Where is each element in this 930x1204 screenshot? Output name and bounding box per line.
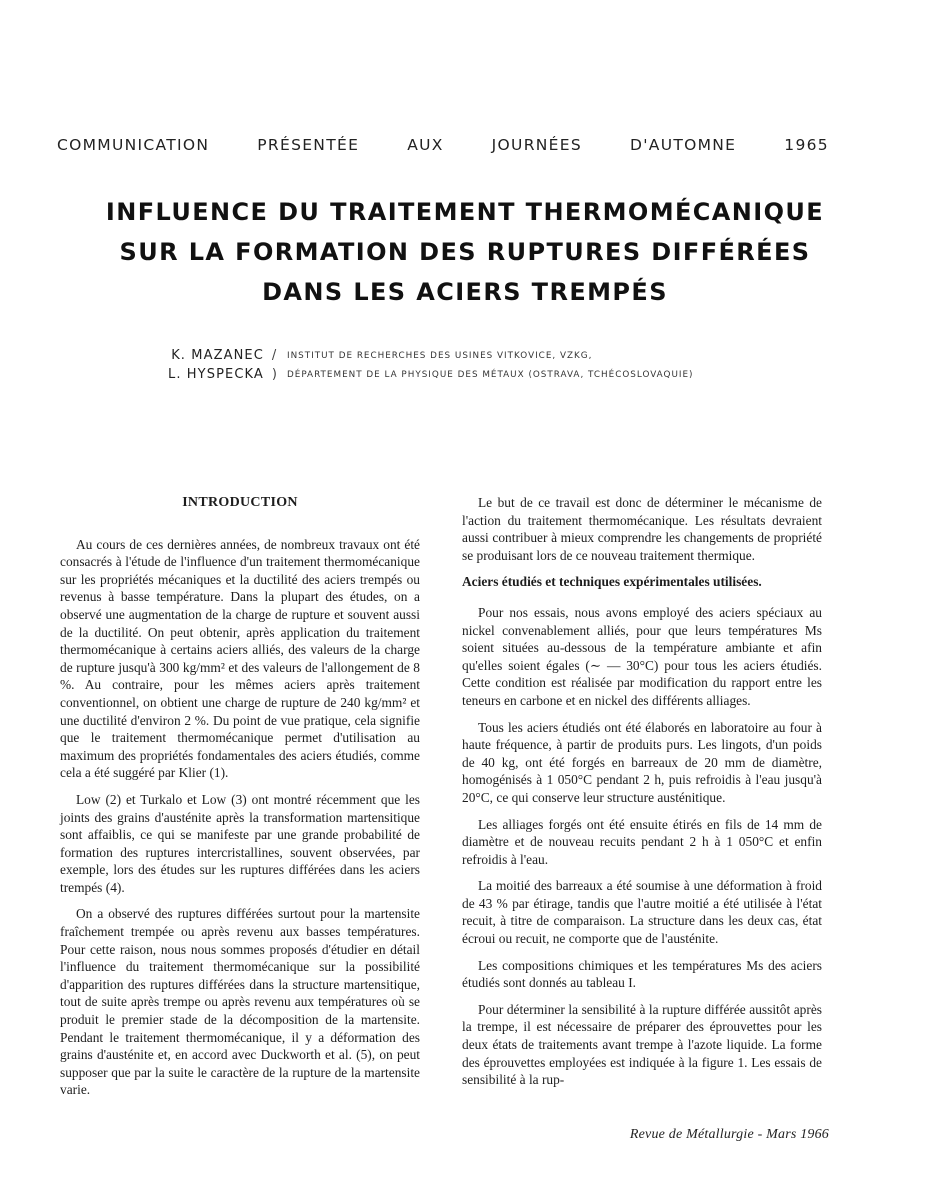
article-title (40, 192, 890, 312)
header-word: 1965 (784, 136, 829, 154)
header-word: COMMUNICATION (57, 136, 210, 154)
header-word: JOURNÉES (491, 136, 582, 154)
paragraph: La moitié des barreaux a été soumise à une déformation à froid de 43 % par étirage, tandis que l'autre moitié a été utilisée à l'état recuit, à titre de comparaison. La structure dans les deux cas, état écroui ou recuit, ne comporte que de l'austénite. (462, 878, 822, 947)
title-line: SUR LA FORMATION DES RUPTURES DIFFÉRÉES (119, 238, 811, 266)
communication-header (57, 136, 829, 154)
paragraph: Les compositions chimiques et les températures Ms des aciers étudiés sont donnés au tableau I. (462, 957, 822, 991)
author-affiliation (287, 346, 694, 385)
author-block (168, 346, 693, 385)
paragraph: Low (2) et Turkalo et Low (3) ont montré récemment que les joints des grains d'austénite après la transformation martensitique sont affaiblis, ce qui se manifeste par une grande probabilité de formation des ruptures intercristallines, souvent observées, par exemple, lors des études sur les ruptures différées dans les aciers trempés (4). (60, 791, 420, 895)
left-column (60, 494, 420, 1108)
paragraph: Le but de ce travail est donc de déterminer le mécanisme de l'action du traitement thermomécanique. Les résultats devraient aussi contribuer à mieux comprendre les changements de propriété se produisant lors de ce nouveau traitement thermique. (462, 495, 822, 563)
paragraph: Au cours de ces dernières années, de nombreux travaux ont été consacrés à l'étude de l'influence d'un traitement thermomécanique sur les propriétés mécaniques et la ductilité des aciers trempés ou revenus à basse température. Dans la plupart des études, on a observé une augmentation de la charge de rupture et souvent aussi de la ductilité. On peut obtenir, après application du traitement thermomécanique à certains aciers alliés, des valeurs de la charge de rupture jusqu'à 300 kg/mm² et des valeurs de l'allongement de 8 %. Au contraire, pour les mêmes aciers après traitement conventionnel, on obtient une charge de rupture de 240 kg/mm² et une ductilité d'environ 2 %. Du point de vue pratique, cela signifie que le traitement thermomécanique permet d'utilisation au maximum des propriétés fondamentales des aciers étudiés, comme cela a été suggéré par Klier (1). (60, 536, 420, 781)
paragraph: Pour déterminer la sensibilité à la rupture différée aussitôt après la trempe, il est nécessaire de préparer des éprouvettes pour les deux états de traitements avant trempe à l'azote liquide. La forme des éprouvettes employées est indiquée à la figure 1. Les essais de sensibilité à la rup- (462, 1001, 822, 1088)
subsection-title: Aciers étudiés et techniques expérimentales utilisées. (462, 574, 762, 590)
journal-footer: Revue de Métallurgie - Mars 1966 (629, 1127, 829, 1142)
author-name: K. MAZANEC (171, 348, 264, 363)
header-word: D'AUTOMNE (630, 136, 737, 154)
header-word: AUX (407, 136, 444, 154)
paragraph: On a observé des ruptures différées surtout pour la martensite fraîchement trempée ou après revenu aux basses températures. Pour cette raison, nous nous sommes proposés d'étudier en détail l'influence du traitement thermomécanique sur la possibilité d'apparition des ruptures différées dans la structure martensitique, tout de suite après trempe ou après revenu aux températures où se produit le premier stade de la décomposition de la martensite. Pendant le traitement thermomécanique, il y a déformation des grains d'austénite et, en accord avec Duckworth et al. (5), on peut supposer que par la suite le caractère de la rupture de la martensite varie. (60, 906, 420, 1098)
title-line: INFLUENCE DU TRAITEMENT THERMOMÉCANIQUE (105, 198, 825, 226)
affiliation-line: DÉPARTEMENT DE LA PHYSIQUE DES MÉTAUX (OSTRAVA, TCHÉCOSLOVAQUIE) (286, 370, 694, 380)
paragraph: Pour nos essais, nous avons employé des aciers spéciaux au nickel convenablement alliés, pour que leurs températures Ms soient situées au-dessous de la température ambiante et afin qu'elles soient égales (∼ — 30°C) pour tous les aciers étudiés. Cette condition est réalisée par modification du rapport entre les teneurs en carbone et en nickel des différents alliages. (462, 604, 822, 708)
author-brace: / ) (271, 348, 277, 382)
paragraph: Tous les aciers étudiés ont été élaborés en laboratoire au four à haute fréquence, à partir de produits purs. Les lingots, d'un poids de 40 kg, ont été forgés en barreaux de 20 mm de diamètre, homogénisés à 1 050°C pendant 2 h, puis refroidis à l'eau jusqu'à 20°C, ce qui conserve leur structure austénitique. (462, 719, 822, 805)
author-names (168, 346, 264, 384)
paragraph: Les alliages forgés ont été ensuite étirés en fils de 14 mm de diamètre et de nouveau recuits pendant 2 h à 1 050°C et enfin refroidis à l'eau. (462, 816, 822, 867)
author-name: L. HYSPECKA (168, 367, 264, 382)
section-title-introduction: INTRODUCTION (182, 495, 298, 510)
right-column (462, 494, 822, 1098)
affiliation-line: INSTITUT DE RECHERCHES DES USINES VITKOVICE, VZKG, (286, 351, 593, 361)
title-line: DANS LES ACIERS TREMPÉS (262, 278, 668, 306)
header-word: PRÉSENTÉE (257, 136, 360, 154)
